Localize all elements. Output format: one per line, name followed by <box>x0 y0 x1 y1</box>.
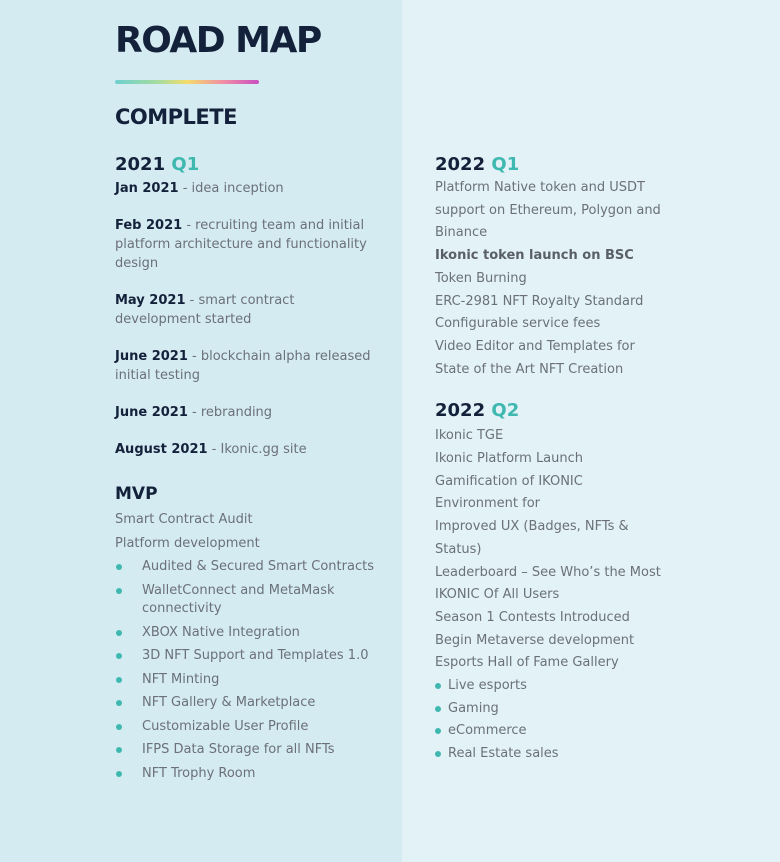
list-item-text: WalletConnect and MetaMask connectivity <box>142 582 335 616</box>
q2-2022-list <box>435 425 745 675</box>
roadmap-line: Gamification of IKONIC <box>435 473 583 489</box>
roadmap-line: Platform Native token and USDT <box>435 180 645 195</box>
bullet-dot-icon <box>116 630 122 636</box>
q2-2022-bullets <box>435 675 745 766</box>
bullet-dot-icon <box>116 747 122 753</box>
bullet-dot-icon <box>116 700 122 706</box>
list-item-text: Audited & Secured Smart Contracts <box>142 559 374 574</box>
status-heading: COMPLETE <box>115 105 237 129</box>
list-item-text: Live esports <box>448 678 527 694</box>
list-item <box>115 558 375 577</box>
roadmap-line: support on Ethereum, Polygon and <box>435 202 661 218</box>
milestone-date: August 2021 <box>115 442 208 457</box>
mvp-line: Platform development <box>115 536 260 551</box>
roadmap-line: Video Editor and Templates for <box>435 338 635 354</box>
milestone-text: - Ikonic.gg site <box>207 442 307 457</box>
milestone-date: Jan 2021 <box>115 181 179 196</box>
roadmap-line-highlight: Ikonic token launch on BSC <box>435 248 634 264</box>
list-item-text: Real Estate sales <box>448 746 559 762</box>
bullet-dot-icon <box>116 677 122 683</box>
quarter-label: Q1 <box>491 154 520 175</box>
list-item <box>115 694 375 713</box>
milestone-date: June 2021 <box>115 405 188 420</box>
bullet-dot-icon <box>435 683 441 689</box>
milestone-item <box>115 291 375 329</box>
roadmap-line: IKONIC Of All Users <box>435 587 560 603</box>
list-item <box>115 624 375 643</box>
bullet-dot-icon <box>435 751 441 757</box>
list-item <box>115 741 375 760</box>
milestone-text: - idea inception <box>178 181 284 196</box>
left-column <box>115 153 375 788</box>
roadmap-line: ERC-2981 NFT Royalty Standard <box>435 293 644 309</box>
bullet-dot-icon <box>116 771 122 777</box>
roadmap-line: Token Burning <box>435 270 527 286</box>
list-item <box>115 765 375 784</box>
quarter-heading-2022-q2 <box>435 399 745 423</box>
mvp-heading: MVP <box>115 484 158 504</box>
roadmap-line: Environment for <box>435 496 541 512</box>
roadmap-line: Esports Hall of Fame Gallery <box>435 655 619 671</box>
milestone-item <box>115 403 375 422</box>
milestone-item <box>115 216 375 273</box>
roadmap-line: Begin Metaverse development <box>435 632 635 648</box>
roadmap-line: Status) <box>435 541 482 557</box>
quarter-heading-2021-q1 <box>115 153 375 177</box>
bullet-dot-icon <box>435 728 441 734</box>
milestone-text: - blockchain alpha released initial testing <box>115 349 371 383</box>
bullet-dot-icon <box>435 706 441 712</box>
roadmap-line: Ikonic Platform Launch <box>435 451 584 467</box>
list-item-text: Gaming <box>448 700 499 716</box>
quarter-label: Q2 <box>491 400 520 422</box>
mvp-line: Smart Contract Audit <box>115 512 253 527</box>
bullet-dot-icon <box>116 724 122 730</box>
page-title: ROAD MAP <box>115 20 321 61</box>
roadmap-line: Season 1 Contests Introduced <box>435 609 630 625</box>
milestone-text: - rebranding <box>187 405 273 420</box>
list-item <box>115 718 375 737</box>
milestone-date: May 2021 <box>115 293 186 308</box>
list-item-text: IFPS Data Storage for all NFTs <box>142 742 335 757</box>
roadmap-line: Improved UX (Badges, NFTs & <box>435 519 629 535</box>
list-item <box>115 582 375 619</box>
quarter-year: 2021 <box>115 154 166 175</box>
milestone-text: - smart contract development started <box>115 293 295 327</box>
list-item-text: 3D NFT Support and Templates 1.0 <box>142 648 369 663</box>
list-item <box>435 720 745 743</box>
roadmap-line: State of the Art NFT Creation <box>435 361 624 377</box>
q1-2022-list <box>435 177 745 381</box>
list-item-text: Customizable User Profile <box>142 718 309 734</box>
bullet-dot-icon <box>116 653 122 659</box>
list-item-text: NFT Trophy Room <box>142 765 256 781</box>
roadmap-line: Configurable service fees <box>435 316 601 332</box>
bullet-dot-icon <box>116 588 122 594</box>
list-item <box>435 675 745 698</box>
quarter-label: Q1 <box>171 154 200 175</box>
list-item-text: eCommerce <box>448 723 527 739</box>
milestone-item <box>115 347 375 385</box>
list-item-text: NFT Minting <box>142 671 220 687</box>
quarter-year: 2022 <box>435 400 486 422</box>
gradient-divider <box>115 80 259 84</box>
list-item <box>435 743 745 766</box>
milestone-date: Feb 2021 <box>115 218 183 233</box>
milestone-date: June 2021 <box>115 349 188 364</box>
milestone-item <box>115 179 375 198</box>
list-item-text: XBOX Native Integration <box>142 624 300 640</box>
milestone-item <box>115 440 375 459</box>
mvp-feature-list <box>115 558 375 783</box>
quarter-year: 2022 <box>435 154 486 175</box>
bullet-dot-icon <box>116 564 122 570</box>
quarter-heading-2022-q1 <box>435 153 745 177</box>
roadmap-line: Binance <box>435 225 488 241</box>
list-item <box>435 698 745 721</box>
list-item <box>115 647 375 666</box>
list-item <box>115 671 375 690</box>
milestone-text: - recruiting team and initial platform architecture and functionality design <box>115 218 367 271</box>
roadmap-line: Leaderboard – See Who’s the Most <box>435 564 661 580</box>
roadmap-line: Ikonic TGE <box>435 428 504 444</box>
right-column <box>435 153 745 766</box>
list-item-text: NFT Gallery & Marketplace <box>142 695 316 710</box>
